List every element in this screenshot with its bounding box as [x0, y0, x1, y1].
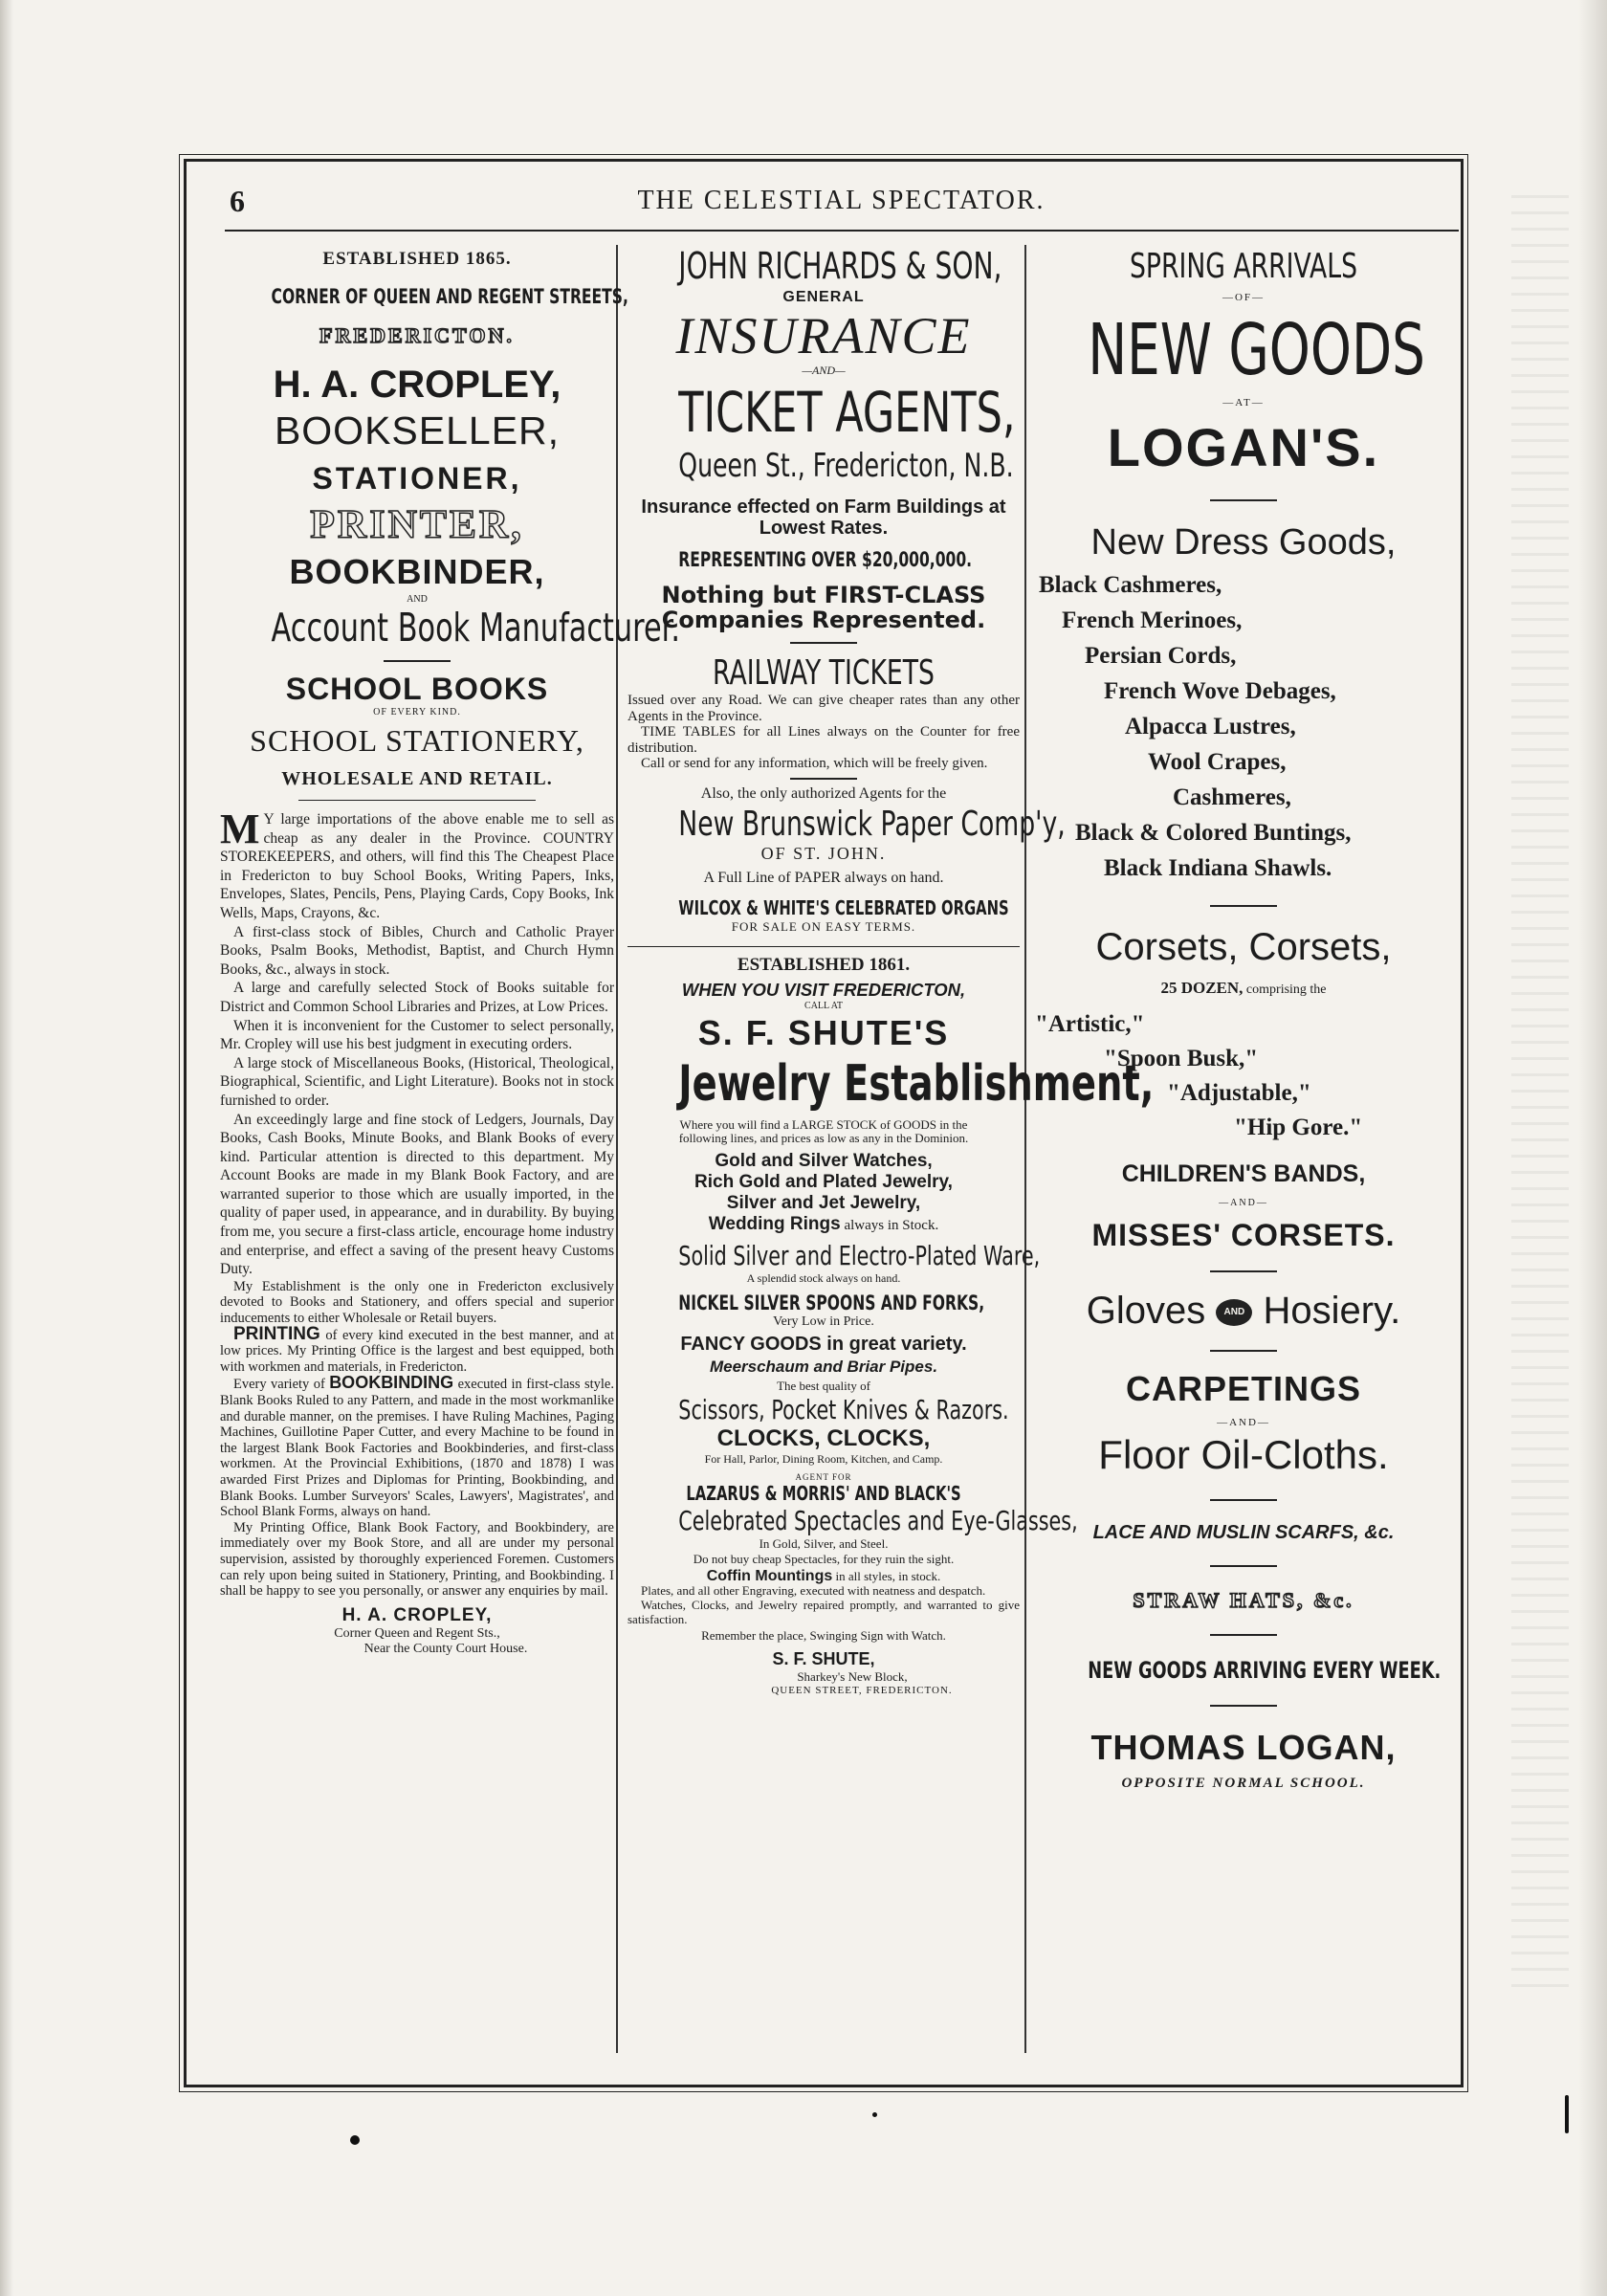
- dozen-line: 25 DOZEN, comprising the: [1160, 979, 1327, 997]
- account-book-line: Account Book Manufacturer.: [271, 605, 680, 651]
- st-john-line: OF ST. JOHN.: [760, 843, 887, 863]
- paper-company-line: New Brunswick Paper Comp'y,: [678, 804, 1066, 844]
- arriving-line: NEW GOODS ARRIVING EVERY WEEK.: [1088, 1657, 1442, 1684]
- printer-line: PRINTER,: [310, 503, 524, 547]
- body-paragraph: Every variety of BOOKBINDING executed in first-class style. Blank Books Ruled to any Pattern, and made in the most workmanlike and durable manner, on the premises. I have Ruling Machines, Paging Machines, Guillotine Paper Cutter, and every Machine to be found in the largest Blank Book Factories and Bookbinderies, and first-class workmen. At the Provincial Exhibitions, (1870 and 1878) I was awarded First Prizes and Diplomas for Printing, Bookbinding, and Blank Books. Lumber Surveyors' Scales, Lawyers', Magistrates', and School Blank Forms, always on hand.: [220, 1373, 614, 1520]
- divider: [790, 778, 857, 780]
- signature-address: Near the County Court House.: [363, 1641, 528, 1656]
- page-edge-shadow-left: [0, 0, 13, 2296]
- divider: [1210, 1270, 1277, 1272]
- signature-address: Corner Queen and Regent Sts.,: [334, 1625, 500, 1641]
- and-line: —AND—: [1217, 1417, 1270, 1428]
- goods-item: French Merinoes,: [1062, 607, 1243, 633]
- ink-speck: [872, 2112, 877, 2117]
- divider: [1210, 499, 1277, 501]
- bookbinder-line: BOOKBINDER,: [289, 552, 545, 591]
- splendid-line: A splendid stock always on hand.: [746, 1270, 901, 1285]
- dress-goods-line: New Dress Goods,: [1090, 522, 1397, 563]
- established-line: ESTABLISHED 1861.: [737, 954, 911, 975]
- easy-terms-line: FOR SALE ON EASY TERMS.: [731, 918, 916, 934]
- at-line: —AT—: [1222, 397, 1265, 408]
- spring-arrivals-line: SPRING ARRIVALS: [1130, 247, 1357, 286]
- representing-line: REPRESENTING OVER $20,000,000.: [678, 548, 973, 571]
- body-paragraph: M Y large importations of the above enable me to sell as cheap as any dealer in the Province. COUNTRY STOREKEEPERS, and others, will find this The Cheapest Place in Fredericton to buy School Books, Writing Papers, Inks, Envelopes, Slates, Pencils, Pens, Playing Cards, Copy Books, Ink Wells, Maps, Crayons, &c.: [220, 806, 614, 921]
- divider: [627, 946, 1020, 947]
- jewelry-item: Silver and Jet Jewelry,: [726, 1192, 921, 1213]
- body-paragraph: Call or send for any information, which will be freely given.: [641, 756, 988, 772]
- farm-insurance-line: Insurance effected on Farm Buildings at Lowest Rates.: [641, 497, 1006, 539]
- watches-line: Gold and Silver Watches,: [715, 1150, 933, 1171]
- body-paragraph: Issued over any Road. We can give cheaper rates than any other Agents in the Province.: [627, 693, 1020, 724]
- goods-item: Black Indiana Shawls.: [1104, 855, 1332, 881]
- logan-advertisement: [1033, 245, 1454, 2053]
- clocks-line: CLOCKS, CLOCKS,: [716, 1424, 931, 1451]
- corset-type: "Spoon Busk,": [1104, 1046, 1259, 1071]
- address-line: CORNER OF QUEEN AND REGENT STREETS,: [271, 285, 628, 308]
- railway-tickets-line: RAILWAY TICKETS: [713, 653, 935, 693]
- remember-line: Remember the place, Swinging Sign with Watch.: [701, 1627, 946, 1643]
- body-paragraph: Watches, Clocks, and Jewelry repaired promptly, and warranted to give satisfaction.: [627, 1597, 1020, 1626]
- ticket-agents-line: TICKET AGENTS,: [678, 380, 1016, 445]
- divider: [1210, 1565, 1277, 1567]
- body-paragraph: Plates, and all other Engraving, executed with neatness and despatch.: [641, 1582, 986, 1598]
- fancy-goods-line: FANCY GOODS in great variety.: [680, 1333, 967, 1355]
- established-line: ESTABLISHED 1865.: [322, 249, 512, 269]
- gloves-hosiery-line: Gloves AND Hosiery.: [1086, 1290, 1401, 1332]
- and-line: —AND—: [802, 364, 846, 377]
- pipes-line: Meerschaum and Briar Pipes.: [709, 1357, 938, 1376]
- body-paragraph: An exceedingly large and fine stock of Ledgers, Journals, Day Books, Cash Books, Minute Books, and Blank Books of every kind. Particular attention is directed to this department. My Account Books are made in my Blank Book Factory, and are warranted superior to those which are usually imported, in the quality of paper used, in appearance, and in durability. By buying from me, you secure a first-class article, encourage home industry and enterprise, and effect a saving of the present heavy Customs Duty.: [220, 1111, 614, 1278]
- newspaper-title: THE CELESTIAL SPECTATOR.: [637, 186, 1046, 215]
- signature-name: H. A. CROPLEY,: [341, 1604, 493, 1625]
- divider: [1210, 1705, 1277, 1707]
- shute-name: S. F. SHUTE'S: [697, 1012, 950, 1052]
- proprietor-name: H. A. CROPLEY,: [273, 364, 561, 406]
- call-at-line: CALL AT: [804, 1000, 843, 1011]
- divider: [1210, 1499, 1277, 1501]
- signature-name: S. F. SHUTE,: [772, 1648, 875, 1668]
- divider: [1210, 905, 1277, 907]
- large-stock-line: Where you will find a LARGE STOCK of GOODS in the following lines, and prices as low as any in the Dominion.: [678, 1116, 969, 1145]
- city-line: FREDERICTON.: [319, 323, 515, 347]
- signature-address: QUEEN STREET, FREDERICTON.: [771, 1684, 953, 1696]
- ink-speck: [350, 2135, 360, 2145]
- divider: [298, 800, 535, 801]
- goods-item: Wool Crapes,: [1148, 749, 1287, 775]
- oilcloths-line: Floor Oil-Cloths.: [1098, 1432, 1389, 1477]
- best-quality-line: The best quality of: [777, 1378, 870, 1393]
- plated-ware-line: Solid Silver and Electro-Plated Ware,: [678, 1239, 1041, 1271]
- cropley-advertisement: [220, 245, 680, 2053]
- gold-silver-steel-line: In Gold, Silver, and Steel.: [759, 1535, 889, 1551]
- divider: [1210, 1350, 1277, 1352]
- drop-cap: M: [220, 806, 260, 852]
- body-paragraph: A large and carefully selected Stock of Books suitable for District and Common School Libraries and Prizes, at Low Prices.: [220, 980, 614, 1015]
- school-stationery-line: SCHOOL STATIONERY,: [250, 723, 584, 758]
- goods-item: Persian Cords,: [1085, 643, 1237, 669]
- corset-type: "Artistic,": [1035, 1011, 1145, 1037]
- ink-speck: [1565, 2095, 1569, 2133]
- divider: [1210, 1634, 1277, 1636]
- goods-item: French Wove Debages,: [1104, 678, 1336, 704]
- divider: [384, 660, 451, 662]
- bleed-through-text: [1511, 182, 1569, 1999]
- page-header: [222, 180, 1461, 228]
- straw-hats-line: STRAW HATS, &c.: [1133, 1588, 1354, 1612]
- bookseller-line: BOOKSELLER,: [274, 408, 561, 453]
- thomas-logan-name: THOMAS LOGAN,: [1090, 1728, 1397, 1767]
- wholesale-line: WHOLESALE AND RETAIL.: [281, 768, 553, 789]
- visit-line: WHEN YOU VISIT FREDERICTON,: [681, 979, 966, 1000]
- divider: [790, 642, 857, 644]
- organs-line: WILCOX & WHITE'S CELEBRATED ORGANS: [678, 895, 1009, 919]
- corsets-line: Corsets, Corsets,: [1095, 926, 1392, 968]
- signature-address: Sharkey's New Block,: [797, 1668, 908, 1684]
- body-paragraph: My Printing Office, Blank Book Factory, and Bookbindery, are immediately over my Book Store, and all are under my personal supervision, assisted by thoroughly experienced Foremen. Customers can rely upon being suited in Stationery, Printing, and Bookbinding. I shall be happy to see you personally, or answer any enquiries by mail.: [220, 1519, 614, 1600]
- corset-type: "Adjustable,": [1167, 1080, 1311, 1106]
- spectacles-line: Celebrated Spectacles and Eye-Glasses,: [678, 1504, 1078, 1536]
- jewelry-item: Rich Gold and Plated Jewelry,: [694, 1171, 953, 1192]
- first-class-line: Nothing but FIRST-CLASS Companies Represented.: [661, 582, 986, 633]
- page-edge-shadow-right: [1578, 0, 1607, 2296]
- lace-line: LACE AND MUSLIN SCARFS, &c.: [1092, 1522, 1395, 1543]
- page-number: 6: [230, 184, 245, 218]
- goods-item: Black Cashmeres,: [1039, 572, 1222, 598]
- spoons-line: NICKEL SILVER SPOONS AND FORKS,: [678, 1291, 985, 1314]
- scissors-line: Scissors, Pocket Knives & Razors.: [678, 1393, 1009, 1425]
- goods-item: Alpacca Lustres,: [1125, 714, 1296, 740]
- carpetings-line: CARPETINGS: [1125, 1369, 1362, 1408]
- firm-name: JOHN RICHARDS & SON,: [678, 245, 1002, 287]
- of-line: —OF—: [1222, 292, 1266, 303]
- insurance-line: INSURANCE: [675, 307, 972, 364]
- header-rule: [225, 230, 1459, 232]
- and-line: —AND—: [1219, 1198, 1268, 1208]
- body-paragraph: A first-class stock of Bibles, Church and Catholic Prayer Books, Psalm Books, Methodist, Baptist, and Church Hymn Books, &c., always in stock.: [220, 923, 614, 978]
- very-low-line: Very Low in Price.: [773, 1314, 874, 1329]
- new-goods-line: NEW GOODS: [1088, 309, 1425, 391]
- logans-line: LOGAN'S.: [1107, 417, 1380, 477]
- lazarus-line: LAZARUS & MORRIS' AND BLACK'S: [686, 1481, 961, 1505]
- body-paragraph: PRINTING of every kind executed in the best manner, and at low prices. My Printing Office is the largest and best equipped, both with workmen and materials, in Fredericton.: [220, 1323, 615, 1375]
- do-not-buy-line: Do not buy cheap Spectacles, for they ruin the sight.: [693, 1551, 955, 1566]
- childrens-bands-line: CHILDREN'S BANDS,: [1121, 1160, 1366, 1187]
- body-paragraph: When it is inconvenient for the Customer to select personally, Mr. Cropley will use his best judgment in executing orders.: [220, 1017, 614, 1053]
- and-line: AND: [407, 594, 428, 605]
- body-paragraph: My Establishment is the only one in Fredericton exclusively devoted to Books and Stationery, and offers special and superior inducements to either Wholesale or Retail buyers.: [220, 1278, 614, 1327]
- jewelry-line: Jewelry Establishment,: [678, 1054, 1155, 1113]
- and-ornament: AND: [1216, 1299, 1252, 1326]
- school-books-line: SCHOOL BOOKS: [285, 672, 549, 706]
- authorized-line: Also, the only authorized Agents for the: [700, 784, 947, 802]
- opposite-line: OPPOSITE NORMAL SCHOOL.: [1121, 1776, 1366, 1791]
- body-paragraph: A large stock of Miscellaneous Books, (Historical, Theological, Biographical, Scientific, and Light Literature). Books not in stock furnished to order.: [220, 1054, 614, 1109]
- body-paragraph: TIME TABLES for all Lines always on the Counter for free distribution.: [627, 724, 1020, 756]
- every-kind-line: OF EVERY KIND.: [373, 707, 461, 718]
- stationer-line: STATIONER,: [312, 461, 522, 496]
- column-divider: [1024, 245, 1026, 2053]
- corset-type: "Hip Gore.": [1234, 1115, 1363, 1140]
- for-hall-line: For Hall, Parlor, Dining Room, Kitchen, and Camp.: [704, 1451, 943, 1466]
- full-line-line: A Full Line of PAPER always on hand.: [703, 869, 944, 886]
- column-divider: [616, 245, 618, 2053]
- goods-item: Black & Colored Buntings,: [1075, 820, 1352, 846]
- coffin-line: Coffin Mountings in all styles, in stock.: [706, 1567, 941, 1584]
- address-line: Queen St., Fredericton, N.B.: [678, 447, 1014, 485]
- agent-for-line: AGENT FOR: [795, 1471, 852, 1482]
- misses-corsets-line: MISSES' CORSETS.: [1091, 1218, 1396, 1252]
- goods-item: Cashmeres,: [1173, 784, 1291, 810]
- general-line: GENERAL: [782, 289, 865, 305]
- jewelry-item: Wedding Rings always in Stock.: [708, 1213, 939, 1234]
